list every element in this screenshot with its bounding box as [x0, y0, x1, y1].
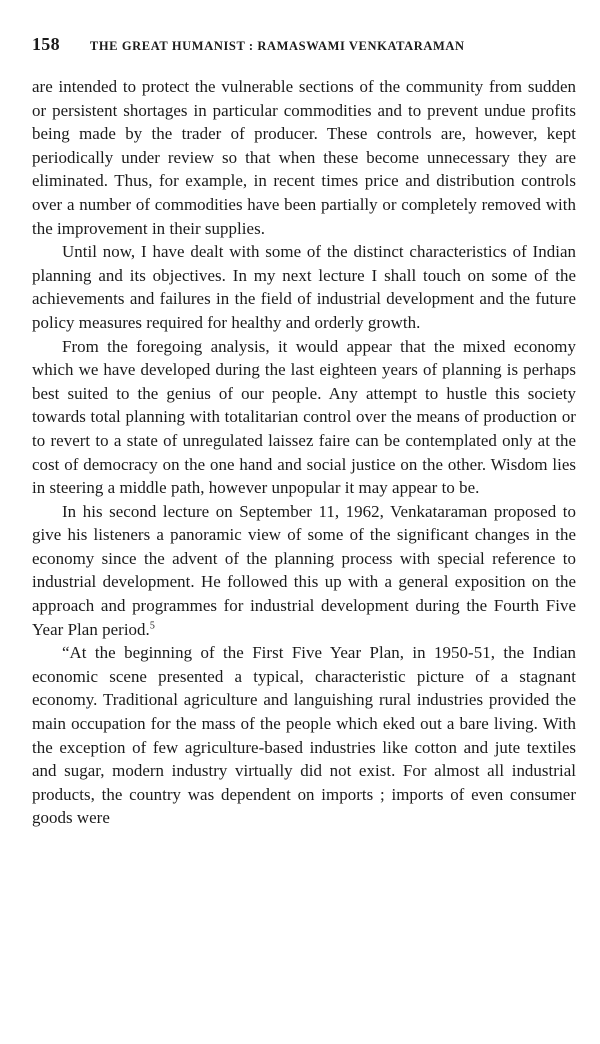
paragraph [32, 500, 576, 642]
running-title: THE GREAT HUMANIST : RAMASWAMI VENKATARAMAN [89, 39, 465, 53]
running-header [32, 34, 576, 55]
footnote-marker: 5 [149, 620, 155, 632]
paragraph-continued: are intended to protect the vulnerable sections of the community from sudden or persistent shortages in particular commodities and to prevent undue profits being made by the trader of producer. These controls are, however, kept periodically under review so that when these become unnecessary they are eliminated. Thus, for example, in recent times price and distribution controls over a number of commodities have been partially or completely removed with the improvement in their supplies. [32, 77, 576, 238]
body-text [32, 75, 576, 830]
paragraph: From the foregoing analysis, it would appear that the mixed economy which we have developed during the last eighteen years of planning is perhaps best suited to the genius of our people. Any attempt to hustle this society towards total planning with totalitarian control over the means of production or to revert to a state of unregulated laissez faire can be contemplated only at the cost of democracy on the one hand and social justice on the other. Wisdom lies in steering a middle path, however unpopular it may appear to be. [32, 336, 576, 498]
paragraph: “At the beginning of the First Five Year Plan, in 1950-51, the Indian economic scene presented a typical, characteristic picture of a stagnant economy. Traditional agriculture and languishing rural industries provided the main occupation for the mass of the people which eked out a bare living. With the exception of few agriculture-based industries like cotton and jute textiles and sugar, modern industry virtually did not exist. For almost all industrial products, the country was dependent on imports ; imports of even consumer goods were [32, 643, 576, 828]
page-number: 158 [32, 34, 60, 54]
paragraph: Until now, I have dealt with some of the distinct characteristics of Indian planning and its objectives. In my next lecture I shall touch on some of the achievements and failures in the field of industrial development and the future policy measures required for healthy and orderly growth. [32, 242, 576, 332]
paragraph-text: In his second lecture on September 11, 1962, Venkataraman proposed to give his listeners a panoramic view of some of the significant changes in the economy since the advent of the planning process with special reference to industrial development. He followed this up with a general exposition on the approach and programmes for industrial development during the Fourth Five Year Plan period. [32, 501, 576, 639]
